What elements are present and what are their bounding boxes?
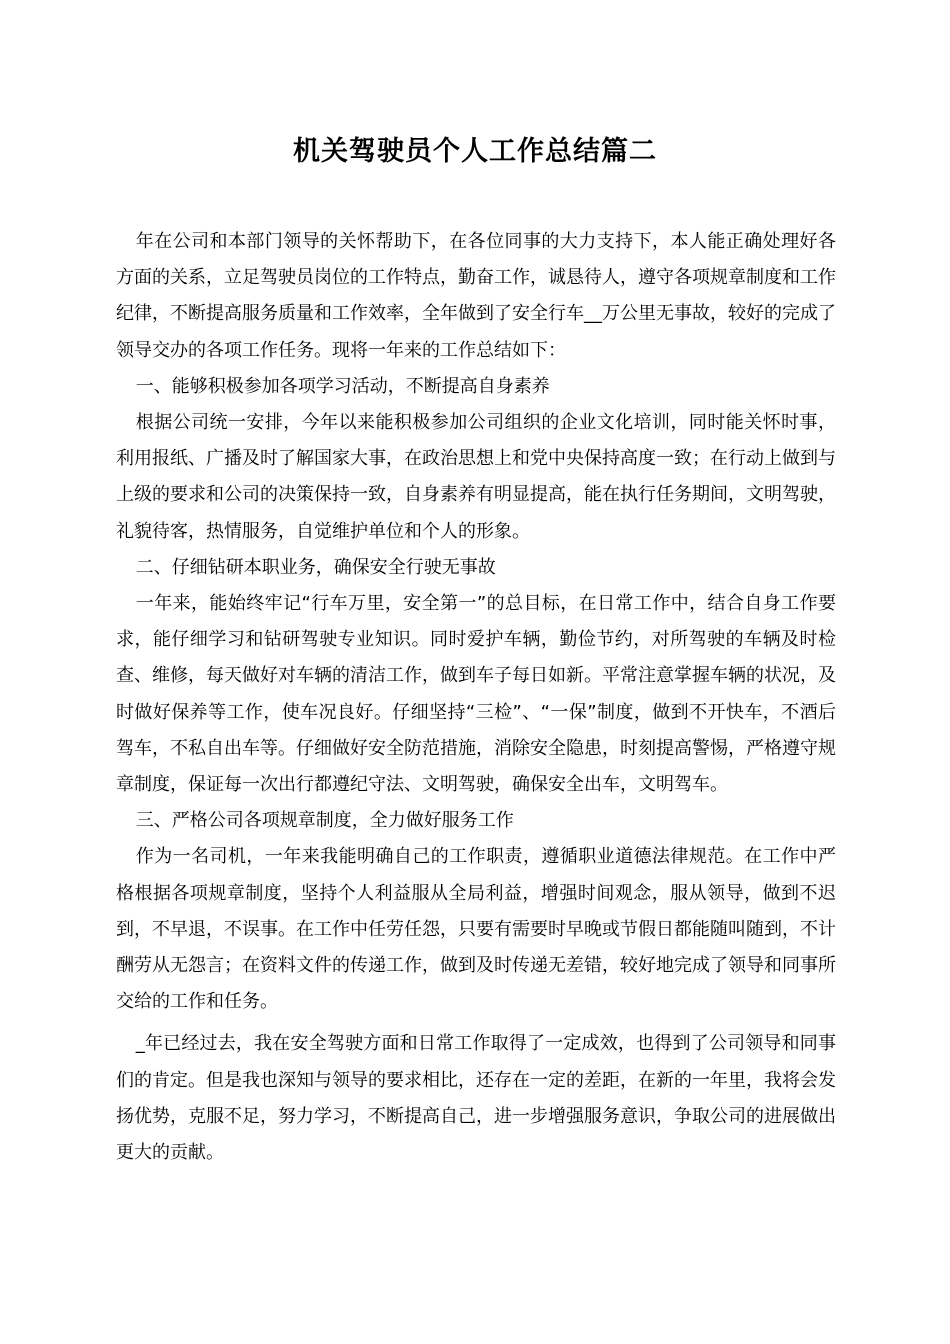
section-2-paragraph: 一年来，能始终牢记“行车万里，安全第一”的总目标，在日常工作中，结合自身工作要求，能仔细学习和钻研驾驶专业知识。同时爱护车辆，勤俭节约，对所驾驶的车辆及时检查、维修，每天做好对车辆的清洁工作，做到车子每日如新。平常注意掌握车辆的状况，及时做好保养等工作，使车况良好。仔细坚持“三检”、“一保”制度，做到不开快车，不酒后驾车，不私自出车等。仔细做好安全防范措施，消除安全隐患，时刻提高警惕，严格遵守规章制度，保证每一次出行都遵纪守法、文明驾驶，确保安全出车，文明驾车。 <box>116 593 836 796</box>
section-3-paragraph: 作为一名司机，一年来我能明确自己的工作职责，遵循职业道德法律规范。在工作中严格根据各项规章制度，坚持个人利益服从全局利益，增强时间观念，服从领导，做到不迟到，不早退，不误事。在工作中任劳任怨，只要有需要时早晚或节假日都能随叫随到，不计酬劳从无怨言；在资料文件的传递工作，做到及时传递无差错，较好地完成了领导和同事所交给的工作和任务。 <box>116 846 836 1013</box>
document-title: 机关驾驶员个人工作总结篇二 <box>293 136 657 167</box>
closing-paragraph: _年已经过去，我在安全驾驶方面和日常工作取得了一定成效，也得到了公司领导和同事们的肯定。但是我也深知与领导的要求相比，还存在一定的差距，在新的一年里，我将会发扬优势，克服不足，努力学习，不断提高自己，进一步增强服务意识，争取公司的进展做出更大的贡献。 <box>116 1033 836 1164</box>
section-heading-1: 一、能够积极参加各项学习活动，不断提高自身素养 <box>135 375 550 397</box>
intro-paragraph: 年在公司和本部门领导的关怀帮助下，在各位同事的大力支持下，本人能正确处理好各方面的关系，立足驾驶员岗位的工作特点，勤奋工作，诚恳待人，遵守各项规章制度和工作纪律，不断提高服务质量和工作效率，全年做到了安全行车__万公里无事故，较好的完成了领导交办的各项工作任务。现将一年来的工作总结如下： <box>116 231 836 361</box>
section-heading-2: 二、仔细钻研本职业务，确保安全行驶无事故 <box>135 556 496 578</box>
section-heading-3: 三、严格公司各项规章制度，全力做好服务工作 <box>135 810 514 832</box>
document-body <box>116 224 836 1171</box>
section-1-paragraph: 根据公司统一安排，今年以来能积极参加公司组织的企业文化培训，同时能关怀时事，利用报纸、广播及时了解国家大事，在政治思想上和党中央保持高度一致；在行动上做到与上级的要求和公司的决策保持一致，自身素养有明显提高，能在执行任务期间，文明驾驶，礼貌待客，热情服务，自觉维护单位和个人的形象。 <box>116 412 836 542</box>
